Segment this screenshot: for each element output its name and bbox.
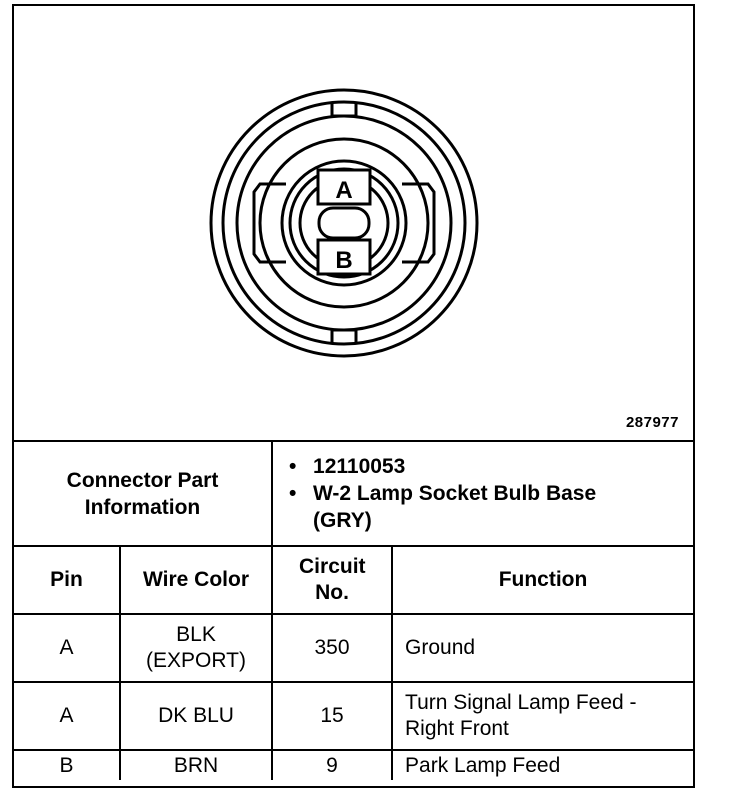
part-info-row: [14, 441, 693, 546]
table-row: [14, 682, 693, 750]
function-cell: Ground: [392, 614, 693, 682]
part-info-label: Connector Part Information: [14, 441, 272, 546]
part-number-item: • 12110053: [289, 455, 406, 478]
pin-cell: A: [14, 614, 120, 682]
circuit-no-cell: 350: [272, 614, 392, 682]
part-info-values: [272, 441, 693, 546]
function-cell: Park Lamp Feed: [392, 750, 693, 780]
wire-color-cell: DK BLU: [120, 682, 272, 750]
figure-number: 287977: [625, 414, 679, 431]
circuit-no-cell: 15: [272, 682, 392, 750]
wire-color-cell: BLK (EXPORT): [120, 614, 272, 682]
table-row: [14, 614, 693, 682]
wire-color-cell: BRN: [120, 750, 272, 780]
pin-a-label: A: [335, 177, 353, 204]
function-cell: Turn Signal Lamp Feed - Right Front: [392, 682, 693, 750]
pin-header: Pin: [14, 546, 120, 614]
pin-b-label: B: [335, 247, 353, 274]
pin-cell: A: [14, 682, 120, 750]
part-description-item: • W-2 Lamp Socket Bulb Base (GRY): [289, 482, 597, 532]
circuit-no-header: Circuit No.: [272, 546, 392, 614]
pin-cell: B: [14, 750, 120, 780]
connector-info-table: [14, 440, 693, 780]
table-header-row: [14, 546, 693, 614]
connector-diagram: [14, 6, 693, 440]
connector-face-illustration: [14, 6, 693, 440]
table-row: [14, 750, 693, 780]
document-frame: [12, 4, 695, 788]
circuit-no-cell: 9: [272, 750, 392, 780]
function-header: Function: [392, 546, 693, 614]
wire-color-header: Wire Color: [120, 546, 272, 614]
